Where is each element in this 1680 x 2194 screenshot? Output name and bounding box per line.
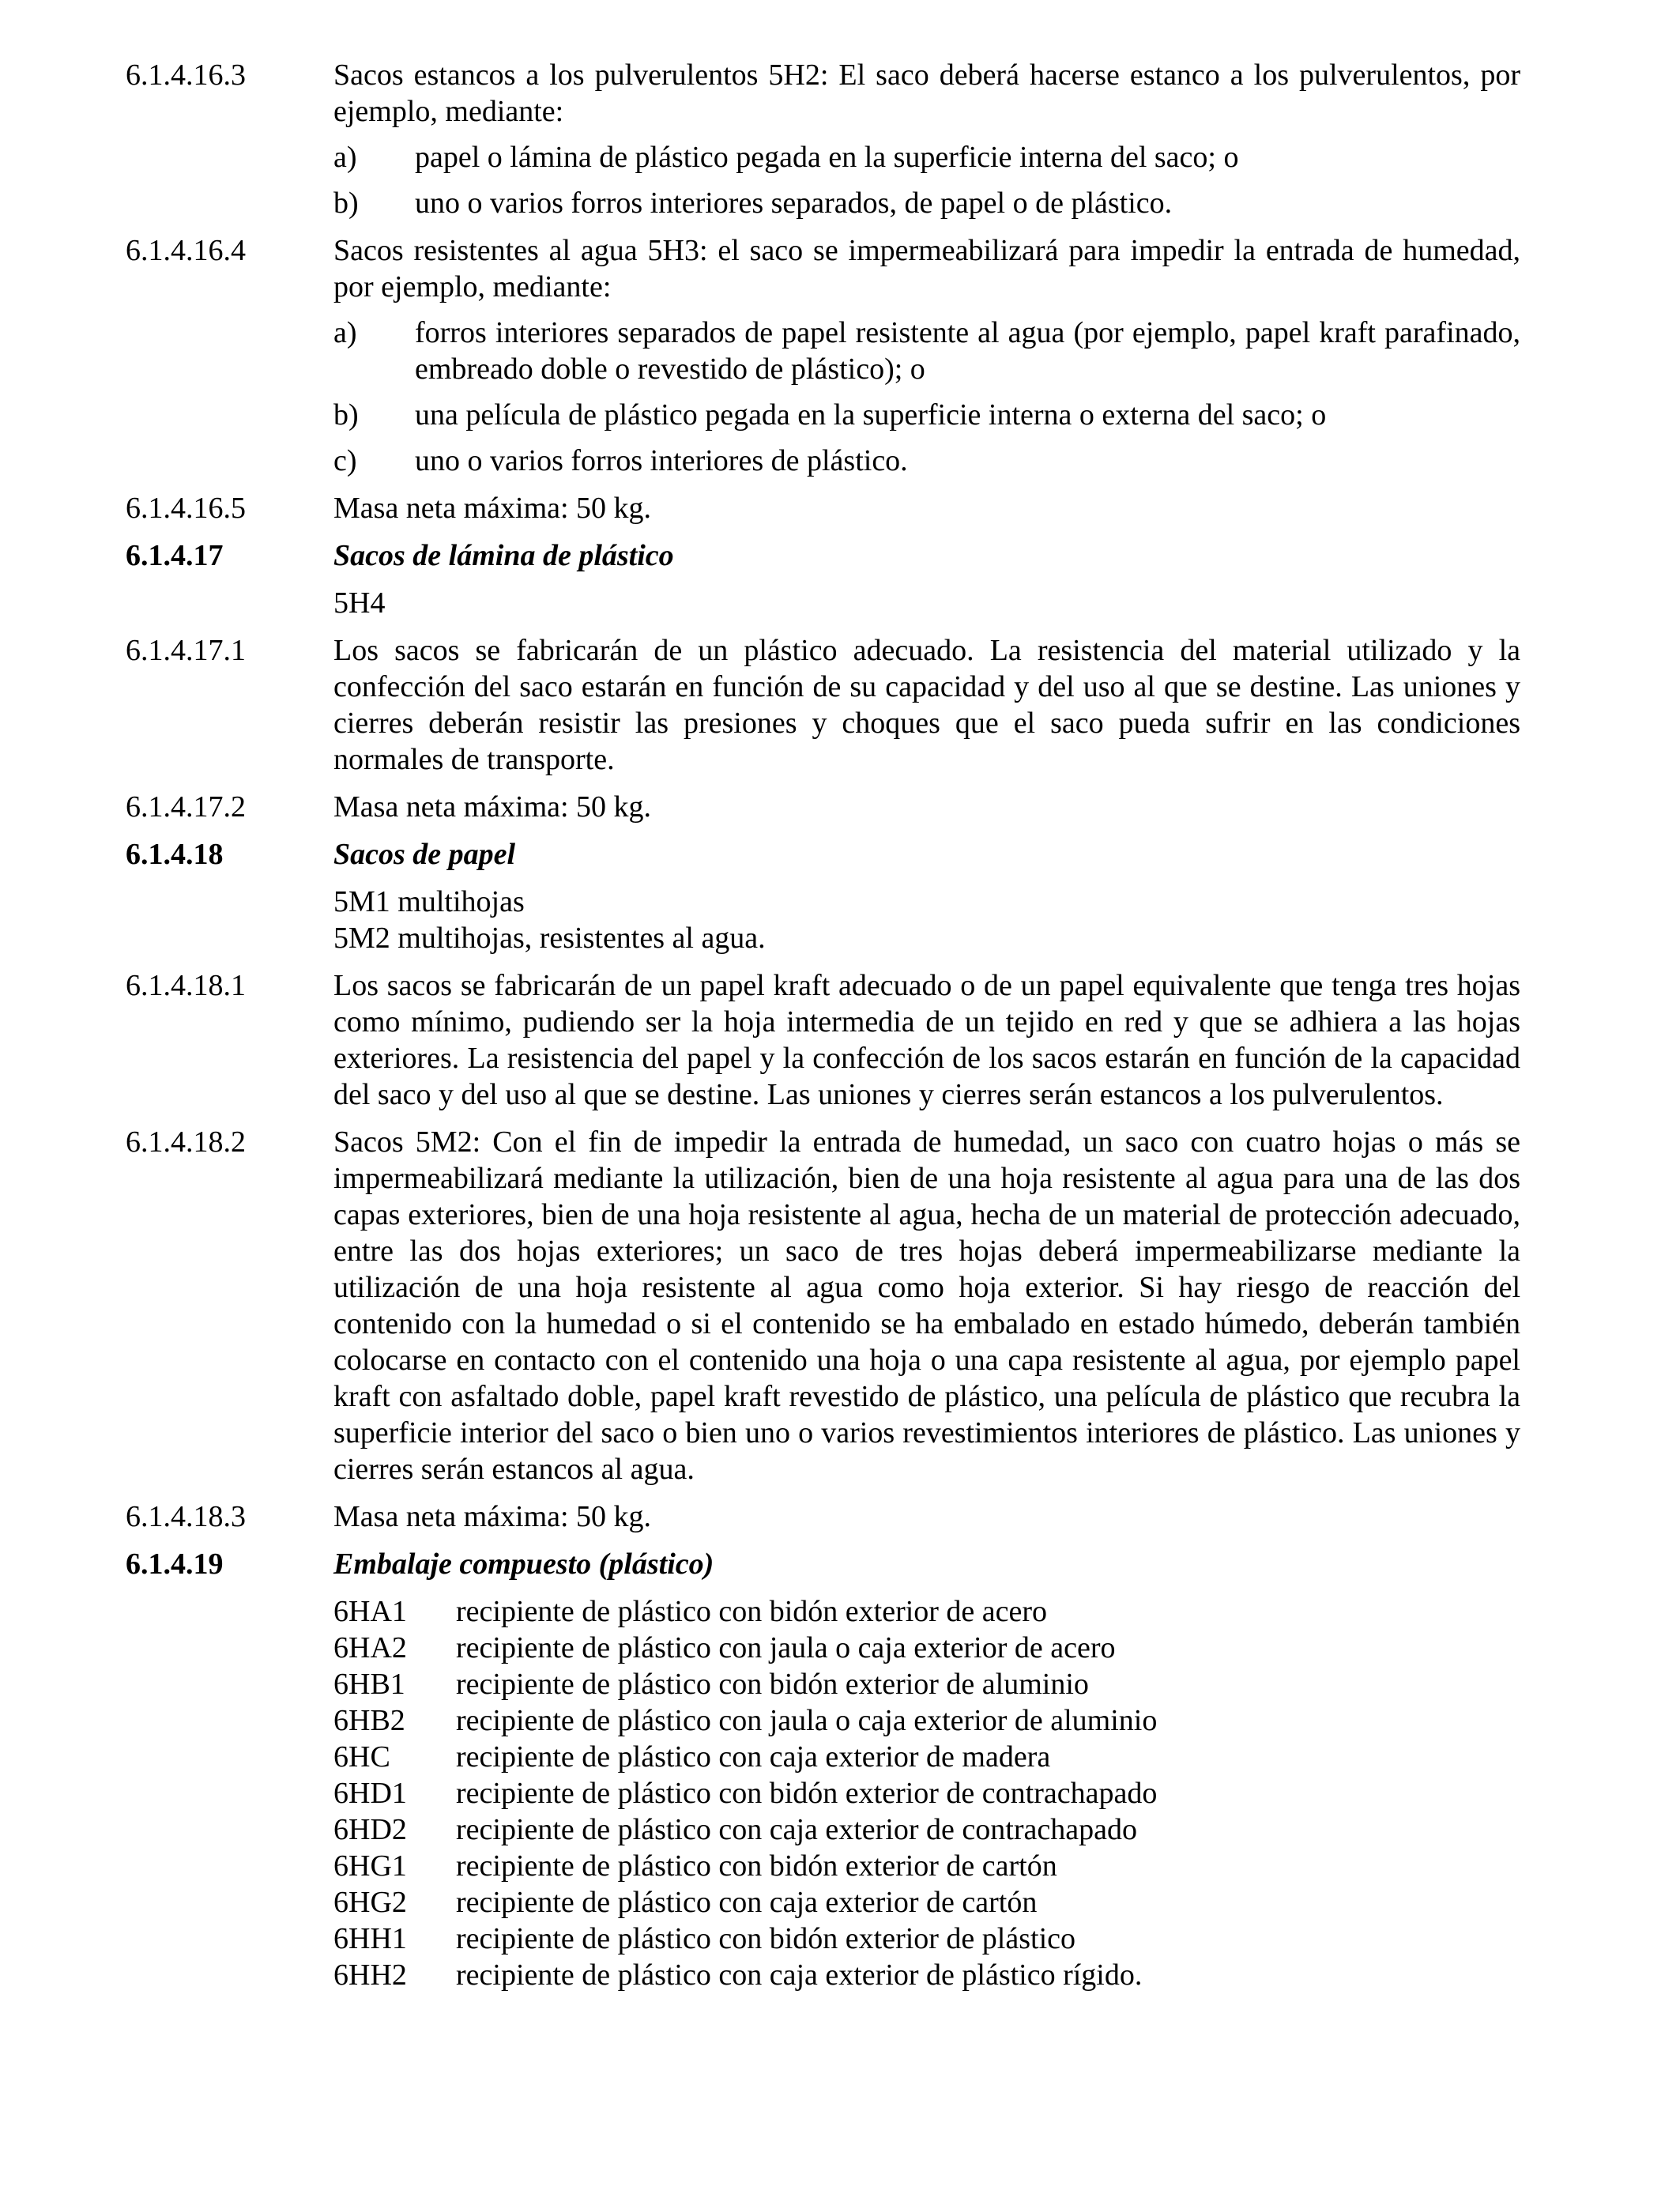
section-body (333, 884, 1520, 956)
item-label: c) (333, 444, 357, 477)
packaging-description: recipiente de plástico con caja exterior de madera (456, 1740, 1051, 1774)
packaging-code: 6HD2 (333, 1813, 407, 1846)
section-body (333, 789, 1520, 825)
list-item (333, 443, 1520, 479)
packaging-code: 6HH2 (333, 1958, 407, 1992)
section-title: Sacos de lámina de plástico (333, 539, 674, 572)
section-number: 6.1.4.19 (126, 1547, 224, 1581)
code-row (333, 1811, 1520, 1848)
code-row (333, 1593, 1520, 1630)
item-text: papel o lámina de plástico pegada en la superficie interna del saco; o (415, 141, 1239, 174)
section-body (333, 1546, 1520, 1582)
section-body (333, 490, 1520, 526)
item-list (333, 315, 1520, 479)
list-item (333, 139, 1520, 175)
section-text: Sacos 5M2: Con el fin de impedir la entrada de humedad, un saco con cuatro hojas o más se impermeabilizará mediante la utilización, bien de una hoja resistente al agua para una de las dos capas exteriores, bien de una hoja resistente al agua, hecha de un material de protección adecuado, entre las dos hojas exteriores; un saco de tres hojas deberá impermeabilizarse mediante la utilización de una hoja resistente al agua como hoja exterior. Si hay riesgo de reacción del contenido con la humedad o si el contenido se ha embalado en estado húmedo, deberán también colocarse en contacto con el contenido una hoja o una capa resistente al agua, por ejemplo papel kraft con asfaltado doble, papel kraft revestido de plástico, una película de plástico que recubra la superficie interior del saco o bien uno o varios revestimientos interiores de plástico. Las uniones y cierres serán estancos al agua. (333, 1125, 1520, 1486)
packaging-description: recipiente de plástico con bidón exterior de contrachapado (456, 1777, 1158, 1810)
packaging-code: 6HB2 (333, 1704, 405, 1737)
section-6-1-4-17-1 (126, 632, 1520, 778)
section-codes-6-1-4-19 (126, 1593, 1520, 1993)
code-row (333, 1630, 1520, 1666)
section-text: Masa neta máxima: 50 kg. (333, 1500, 652, 1533)
item-label: a) (333, 141, 357, 174)
code-row (333, 1775, 1520, 1811)
packaging-code: 5H4 (333, 586, 386, 620)
code-row (333, 1666, 1520, 1702)
packaging-code: 6HG1 (333, 1849, 407, 1883)
packaging-code: 5M1 multihojas (333, 885, 525, 918)
section-body (333, 1498, 1520, 1535)
packaging-code: 6HD1 (333, 1777, 407, 1810)
code-row (333, 1739, 1520, 1775)
section-codes-6-1-4-17 (126, 585, 1520, 621)
packaging-description: recipiente de plástico con bidón exterior de aluminio (456, 1668, 1089, 1701)
section-text: Sacos estancos a los pulverulentos 5H2: El saco deberá hacerse estanco a los pulverulentos, por ejemplo, mediante: (333, 58, 1520, 128)
section-6-1-4-16-5 (126, 490, 1520, 526)
section-number: 6.1.4.18.2 (126, 1125, 246, 1159)
section-6-1-4-18-1 (126, 967, 1520, 1113)
packaging-description: recipiente de plástico con caja exterior de plástico rígido. (456, 1958, 1143, 1992)
section-6-1-4-16-3 (126, 57, 1520, 221)
section-body (333, 585, 1520, 621)
code-row (333, 1702, 1520, 1739)
section-body (333, 632, 1520, 778)
packaging-code: 6HA2 (333, 1631, 407, 1664)
item-label: b) (333, 187, 359, 220)
section-6-1-4-17-2 (126, 789, 1520, 825)
packaging-description: recipiente de plástico con jaula o caja exterior de acero (456, 1631, 1116, 1664)
section-heading-6-1-4-18 (126, 836, 1520, 873)
section-6-1-4-18-2 (126, 1124, 1520, 1487)
section-text: Los sacos se fabricarán de un plástico adecuado. La resistencia del material utilizado y la confección del saco estarán en función de su capacidad y del uso al que se destine. Las uniones y cierres deberán resistir las presiones y choques que el saco pueda sufrir en las condiciones normales de transporte. (333, 634, 1520, 776)
list-item (333, 185, 1520, 221)
section-number: 6.1.4.17 (126, 539, 224, 572)
section-text: Los sacos se fabricarán de un papel kraft adecuado o de un papel equivalente que tenga tres hojas como mínimo, pudiendo ser la hoja intermedia de un tejido en red y que se adhiera a las hojas exteriores. La resistencia del papel y la confección de los sacos estarán en función de la capacidad del saco y del uso al que se destine. Las uniones y cierres serán estancos a los pulverulentos. (333, 969, 1520, 1111)
packaging-code-table (333, 1593, 1520, 1993)
item-text: forros interiores separados de papel resistente al agua (por ejemplo, papel kraft parafinado, embreado doble o revestido de plástico); o (415, 316, 1520, 386)
section-number: 6.1.4.18 (126, 838, 224, 871)
item-list (333, 139, 1520, 221)
section-body (333, 836, 1520, 873)
section-number: 6.1.4.17.2 (126, 790, 246, 824)
code-row (333, 1957, 1520, 1993)
section-title: Embalaje compuesto (plástico) (333, 1547, 714, 1581)
section-heading-6-1-4-17 (126, 537, 1520, 574)
packaging-description: recipiente de plástico con caja exterior de cartón (456, 1886, 1038, 1919)
packaging-code: 6HB1 (333, 1668, 405, 1701)
section-number: 6.1.4.18.3 (126, 1500, 246, 1533)
section-6-1-4-16-4 (126, 232, 1520, 479)
section-body (333, 967, 1520, 1113)
item-text: uno o varios forros interiores separados, de papel o de plástico. (415, 187, 1173, 220)
code-row (333, 1848, 1520, 1884)
packaging-code: 6HH1 (333, 1922, 407, 1955)
section-body (333, 537, 1520, 574)
packaging-description: recipiente de plástico con bidón exterior de plástico (456, 1922, 1075, 1955)
section-number: 6.1.4.18.1 (126, 969, 246, 1002)
section-text: Masa neta máxima: 50 kg. (333, 790, 652, 824)
list-item (333, 397, 1520, 433)
packaging-description: recipiente de plástico con bidón exterior de acero (456, 1595, 1048, 1628)
section-number: 6.1.4.17.1 (126, 634, 246, 667)
section-body (333, 1124, 1520, 1487)
item-label: b) (333, 398, 359, 432)
list-item (333, 315, 1520, 387)
section-title: Sacos de papel (333, 838, 516, 871)
item-text: una película de plástico pegada en la superficie interna o externa del saco; o (415, 398, 1327, 432)
section-number: 6.1.4.16.5 (126, 492, 246, 525)
packaging-code: 6HG2 (333, 1886, 407, 1919)
packaging-code: 6HA1 (333, 1595, 407, 1628)
packaging-code: 5M2 multihojas, resistentes al agua. (333, 922, 766, 955)
code-row (333, 1921, 1520, 1957)
section-heading-6-1-4-19 (126, 1546, 1520, 1582)
section-body (333, 57, 1520, 221)
item-label: a) (333, 316, 357, 349)
code-row (333, 1884, 1520, 1921)
section-number: 6.1.4.16.4 (126, 234, 246, 267)
section-text: Masa neta máxima: 50 kg. (333, 492, 652, 525)
section-number: 6.1.4.16.3 (126, 58, 246, 92)
packaging-description: recipiente de plástico con jaula o caja exterior de aluminio (456, 1704, 1158, 1737)
packaging-description: recipiente de plástico con caja exterior de contrachapado (456, 1813, 1137, 1846)
packaging-description: recipiente de plástico con bidón exterior de cartón (456, 1849, 1057, 1883)
section-6-1-4-18-3 (126, 1498, 1520, 1535)
section-body (333, 232, 1520, 479)
section-codes-6-1-4-18 (126, 884, 1520, 956)
item-text: uno o varios forros interiores de plástico. (415, 444, 908, 477)
packaging-code: 6HC (333, 1740, 390, 1774)
section-text: Sacos resistentes al agua 5H3: el saco se impermeabilizará para impedir la entrada de humedad, por ejemplo, mediante: (333, 234, 1520, 303)
